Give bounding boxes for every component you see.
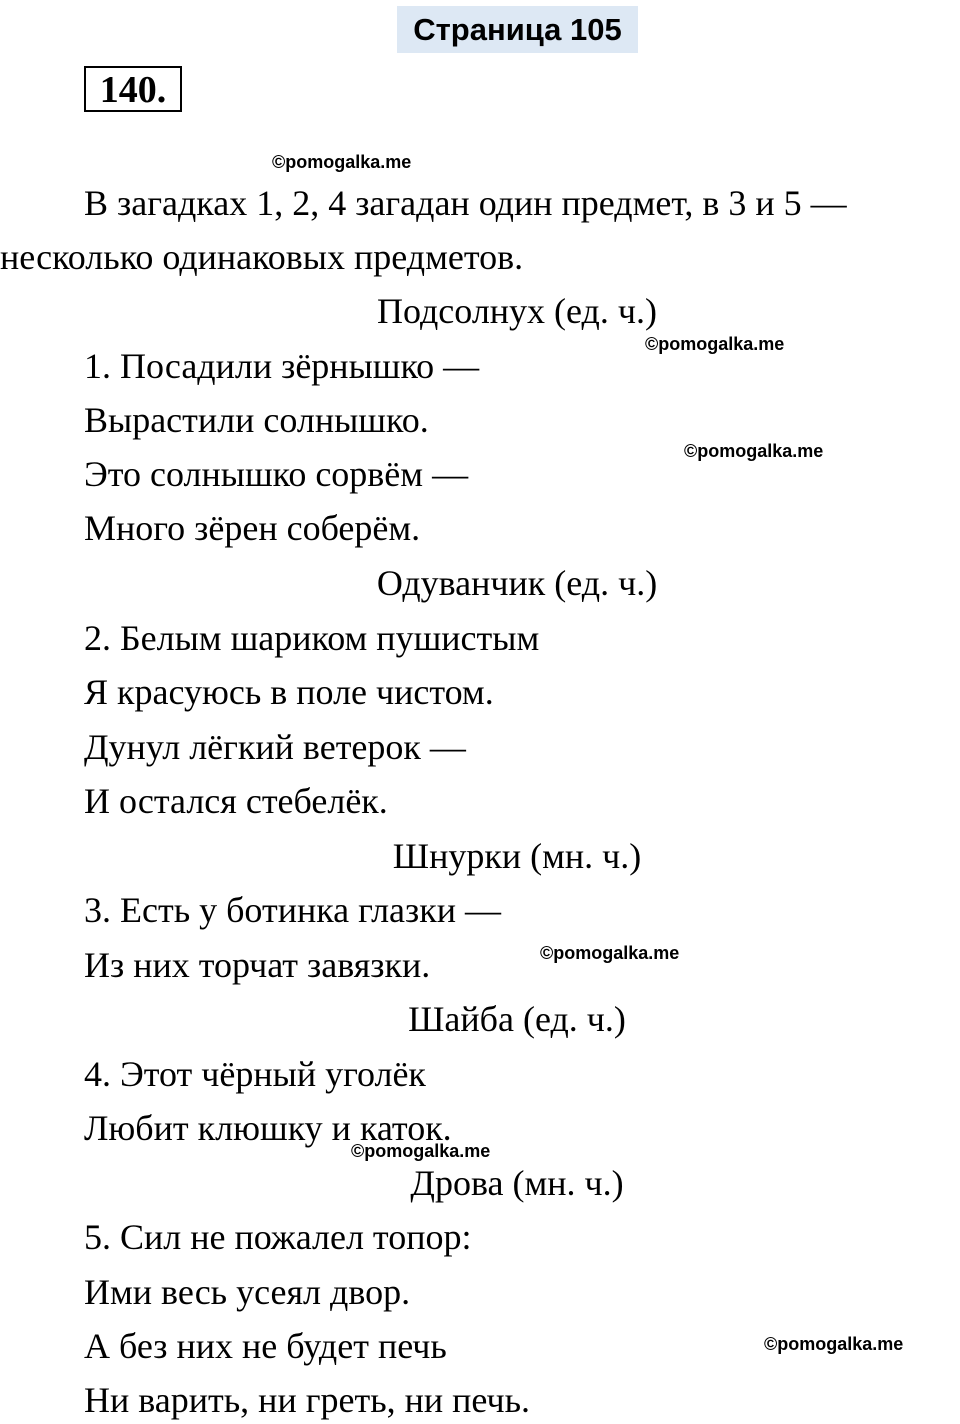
- page-title: Страница 105: [397, 6, 638, 53]
- riddle-5-line-2: Ими весь усеял двор.: [84, 1272, 411, 1312]
- watermark: ©pomogalka.me: [684, 441, 824, 461]
- riddle-3-answer: Шнурки (мн. ч.): [392, 836, 642, 876]
- riddle-2-answer: Одуванчик (ед. ч.): [376, 563, 658, 603]
- riddle-1-line-2: Вырастили солнышко.: [84, 400, 429, 440]
- riddle-2-line-2: Я красуюсь в поле чистом.: [84, 672, 494, 712]
- riddle-2-line-3: Дунул лёгкий ветерок —: [84, 727, 466, 767]
- riddle-5-line-3: А без них не будет печь: [84, 1326, 447, 1366]
- riddle-5-line-4: Ни варить, ни греть, ни печь.: [84, 1380, 531, 1420]
- riddle-4-line-2: Любит клюшку и каток.: [84, 1108, 452, 1148]
- task-number: 140.: [84, 66, 182, 112]
- riddle-2-line-1: 2. Белым шариком пушистым: [84, 618, 540, 658]
- intro-line-2: несколько одинаковых предметов.: [0, 237, 524, 277]
- riddle-3-line-2: Из них торчат завязки.: [84, 945, 431, 985]
- riddle-1-line-1: 1. Посадили зёрнышко —: [84, 346, 480, 386]
- riddle-1-line-4: Много зёрен соберём.: [84, 508, 421, 548]
- watermark: ©pomogalka.me: [272, 152, 412, 172]
- riddle-4-line-1: 4. Этот чёрный уголёк: [84, 1054, 426, 1094]
- intro-line-1: В загадках 1, 2, 4 загадан один предмет, в 3 и 5 —: [84, 183, 847, 223]
- riddle-3-line-1: 3. Есть у ботинка глазки —: [84, 890, 502, 930]
- watermark: ©pomogalka.me: [645, 334, 785, 354]
- riddle-5-answer: Дрова (мн. ч.): [410, 1163, 624, 1203]
- riddle-5-line-1: 5. Сил не пожалел топор:: [84, 1217, 472, 1257]
- riddle-2-line-4: И остался стебелёк.: [84, 781, 388, 821]
- riddle-4-answer: Шайба (ед. ч.): [408, 999, 626, 1039]
- watermark: ©pomogalka.me: [764, 1334, 904, 1354]
- watermark: ©pomogalka.me: [540, 943, 680, 963]
- watermark: ©pomogalka.me: [351, 1141, 491, 1161]
- riddle-1-line-3: Это солнышко сорвём —: [84, 454, 469, 494]
- riddle-1-answer: Подсолнух (ед. ч.): [377, 291, 657, 331]
